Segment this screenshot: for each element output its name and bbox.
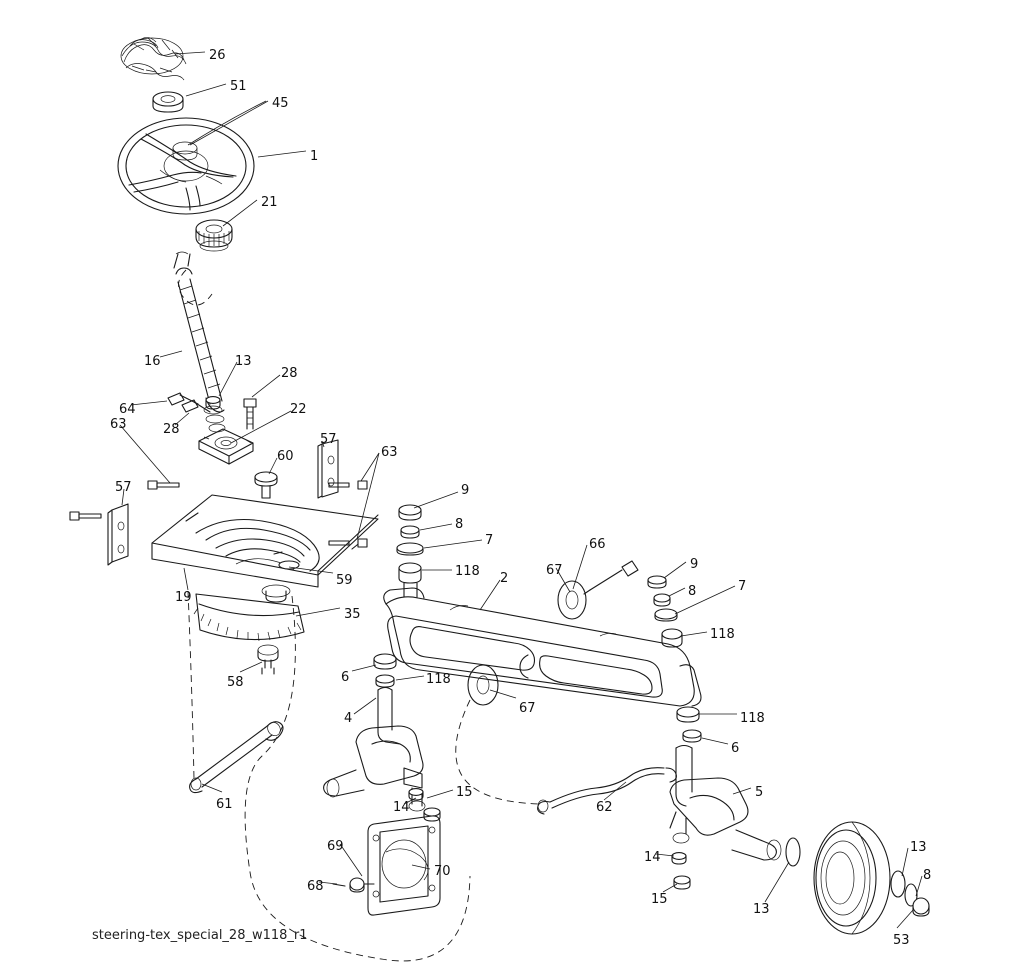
part-14-15-right-nuts <box>672 853 690 889</box>
callout-63: 63 <box>381 445 398 460</box>
callout-7: 7 <box>738 579 747 594</box>
callout-57: 57 <box>115 480 132 495</box>
part-66-bolt <box>584 561 638 594</box>
callout-61: 61 <box>216 797 233 812</box>
part-67-washers <box>468 581 586 705</box>
callout-14: 14 <box>393 800 410 815</box>
callout-68: 68 <box>307 879 324 894</box>
callout-8: 8 <box>455 517 464 532</box>
callout-6: 6 <box>341 670 350 685</box>
callout-2: 2 <box>500 571 509 586</box>
part-2-front-axle <box>384 588 701 706</box>
callout-67: 67 <box>519 701 536 716</box>
callout-66: 66 <box>589 537 606 552</box>
figure-caption: steering-tex_special_28_w118_r1 <box>92 928 308 943</box>
callout-53: 53 <box>893 933 910 948</box>
part-61-drag-link <box>190 720 283 793</box>
callout-28: 28 <box>281 366 298 381</box>
callout-63: 63 <box>110 417 127 432</box>
part-51-nut <box>153 92 183 112</box>
callout-59: 59 <box>336 573 353 588</box>
callout-22: 22 <box>290 402 307 417</box>
callout-8: 8 <box>688 584 697 599</box>
dashed-left-link <box>188 591 194 779</box>
callout-15: 15 <box>456 785 473 800</box>
part-13-bolt-upper <box>206 397 220 409</box>
callout-1: 1 <box>310 149 319 164</box>
callout-13: 13 <box>753 902 770 917</box>
callout-21: 21 <box>261 195 278 210</box>
callout-15: 15 <box>651 892 668 907</box>
callout-4: 4 <box>344 711 353 726</box>
callout-62: 62 <box>596 800 613 815</box>
callout-9: 9 <box>461 483 470 498</box>
part-60-bushing <box>255 472 277 498</box>
callout-67: 67 <box>546 563 563 578</box>
part-57-bracket-left <box>108 504 128 565</box>
part-wheel-right <box>786 822 932 934</box>
callout-118: 118 <box>710 627 735 642</box>
part-stack-left <box>397 505 423 597</box>
callout-16: 16 <box>144 354 161 369</box>
part-57-bracket-right <box>318 440 338 498</box>
callout-69: 69 <box>327 839 344 854</box>
callout-8: 8 <box>923 868 932 883</box>
part-21-bearing <box>196 220 232 251</box>
callout-70: 70 <box>434 864 451 879</box>
part-6-left <box>374 654 396 687</box>
callout-5: 5 <box>755 785 764 800</box>
callout-13: 13 <box>910 840 927 855</box>
callout-45: 45 <box>272 96 289 111</box>
callout-13: 13 <box>235 354 252 369</box>
callout-26: 26 <box>209 48 226 63</box>
part-28-screws <box>182 399 256 429</box>
callout-6: 6 <box>731 741 740 756</box>
part-58-bolt <box>262 668 274 674</box>
part-26-coil <box>121 37 186 80</box>
part-35-sector-gear <box>194 594 304 668</box>
part-5-right-spindle <box>670 746 781 861</box>
leader-45 <box>188 101 266 145</box>
callout-19: 19 <box>175 590 192 605</box>
part-22-bracket <box>199 429 253 464</box>
callout-60: 60 <box>277 449 294 464</box>
part-1-steering-wheel <box>118 118 254 214</box>
callout-118: 118 <box>740 711 765 726</box>
part-70-plate <box>368 816 440 915</box>
callout-118: 118 <box>455 564 480 579</box>
callout-35: 35 <box>344 607 361 622</box>
callout-28: 28 <box>163 422 180 437</box>
callout-9: 9 <box>690 557 699 572</box>
callout-7: 7 <box>485 533 494 548</box>
part-stack-right <box>648 576 682 647</box>
callout-58: 58 <box>227 675 244 690</box>
part-118-6-right <box>677 707 701 742</box>
callout-14: 14 <box>644 850 661 865</box>
callout-64: 64 <box>119 402 136 417</box>
callout-57: 57 <box>320 432 337 447</box>
callout-118: 118 <box>426 672 451 687</box>
callout-51: 51 <box>230 79 247 94</box>
